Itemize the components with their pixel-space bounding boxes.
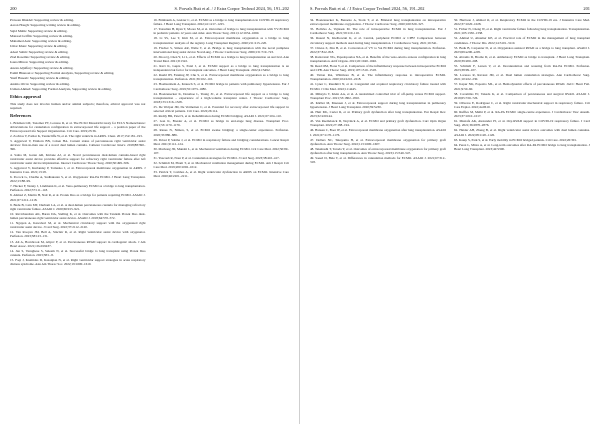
- right-page: [300, 0, 600, 424]
- reference-item: 62. Haider AH, Zheng B, et al. Right ventricular assist device outcomes with dual lumen cannulas. ASAIO J. 2022;68:1120–1126.: [454, 128, 590, 137]
- reference-item: 47. Dellers NC, Takayama H, et al. Extracorporeal membrane oxygenation for primary graft dysfunction. Ann Thorac Surg. 2022;113:1600–1607.: [310, 137, 446, 146]
- reference-item: 60. Ruffles M, Malhi P, et al. RA-PA ECMO: single-centre experience. J Cardiothorac Vasc Anesth. 2023;37:1010–1017.: [454, 110, 590, 119]
- contribution-line: Umar Khan: Supporting review & editing.: [10, 44, 68, 49]
- left-page-number: 200: [10, 6, 17, 11]
- reference-item: 13. Ali A, Hornbrook M, Aliyev F, et al. Percutaneous RVAD support in cardiogenic shock. J Am Heart Assoc. 2021;10:e019437.: [10, 239, 146, 248]
- reference-item: 4. Salna M, Garan AR, Kirtane AJ, et al. Novel percutaneous dual-lumen cannula-based right ventricular assist device provides effective support for refractory right ventricular failure after left ventricular assist device implantation. Interact Cardiovasc Thorac Surg. 2020;30:499–506.: [10, 152, 146, 165]
- reference-item: 35. Bolivka A, Vajtasek M. The role of intraoperative ECMO in lung transplantation. Eur J Cardiothorac Surg. 2021;59:110–116.: [310, 27, 446, 36]
- reference-item: 28. Ranes N, Nimon, S, et al. ECMO awake bridging: a single-center experience. Perfusion. 2020;35:880–886.: [153, 128, 289, 137]
- reference-item: 58. Coromilas EJ, Takeda K, et al. Comparison of percutaneous and surgical RVAD. ASAIO J. 2019;65:720–726.: [454, 91, 590, 100]
- reference-item: 17. Tatoulian H, Ryan T, Moore M, et al. Outcomes of bridge to lung transplantation with VV-ECMO in pediatric patients 12 years and older. Ann Thorac Surg. 2021;112:1654–1660.: [153, 27, 289, 36]
- contribution-line: Aaron Hough: Supporting writing review & editing.: [10, 23, 81, 28]
- reference-item: 16. Brinbaum A, Gretzer C, et al. ECMO as a bridge to lung transplantation in COVID-19 respiratory failure. J Heart Lung Transplant. 2022;41:1217–1225.: [153, 18, 289, 27]
- reference-item: 8. Ahmad Z, Martin H, Nair R, et al. Protek Duo as a bridge for patients requiring ECMO. ASAIO J. 2021;67:1212–1218.: [10, 193, 146, 202]
- right-page-header: [310, 6, 590, 14]
- reference-item: 64. Perez L, Mirza A, et al. Long-term outcomes after RA-PA ECMO bridge to lung transplantation. J Heart Lung Transplant. 2023;42:S300.: [454, 142, 590, 151]
- left-columns: [10, 18, 289, 267]
- left-running-title: S. Porvals Butt et al. / J Extra Corpor Technol 2024, 56, 191–202: [174, 6, 289, 11]
- reference-item: 43. Kärller M, Maessen J, et al. Extracorporeal support during lung transplantation in pulmonary hypertension. J Heart Lung Transplant. 2020;39:S230.: [310, 100, 446, 109]
- reference-item: 63. Kaurp S, Park S, et al. Early mobility in ECMO bridged patients. Crit Care. 2022;26:301.: [454, 137, 577, 142]
- reference-item: 12. Van Rooyen JM, Bell A, Sinclair R, et al. Right ventricular assist device with oxygenator. Perfusion. 2023;38:123–131.: [10, 230, 146, 239]
- reference-item: 41. Lyner C, Raudkivi N, et al. Congenital and acquired respiratory circulatory failure treated with ECMO. J Clin Med. 2022;11:4445.: [310, 82, 446, 91]
- author-contributions: [10, 18, 146, 91]
- reference-item: 56. Lorusso R, Ravaux JM, et al. Dual lumen cannulation strategies. Ann Cardiothorac Surg. 2021;10:222–230.: [454, 73, 590, 82]
- reference-list-left-col1: [10, 121, 146, 266]
- reference-item: 22. Ruehl JH, Fanning JP, Chu S, et al. Extracorporeal membrane oxygenation as a bridge to lung transplantation. Perfusion. 2021;36:102–110.: [153, 73, 289, 82]
- reference-item: 46. Hansen C, Boer JP, et al. Extracorporeal membrane oxygenation after lung transplantation. ASAIO J. 2021;67:1170–1176.: [310, 128, 446, 137]
- reference-item: 36. Ruszel N, Kiełbowski K, et al. Central, peripheral ECMO or CPB? Comparison between circulatory support methods used during lung transplantation. J Cardiothorac Surg. 2021;16:341.: [310, 36, 446, 45]
- reference-item: 10. Ravichandran AK, Baran DA, Stelling K, et al. Outcomes with the Tandem Protek Duo dual-lumen percutaneous right ventricular assist device. ASAIO J. 2018;64:570–572.: [10, 211, 146, 221]
- contribution-line: Praveen Dhaidel: Supporting review & editing.: [10, 18, 75, 22]
- reference-item: 30. Marhong JD, Munshi L, et al. Mechanical ventilation during ECMO. Crit Care Med. 2022;50:99–107.: [153, 146, 289, 155]
- right-column-1: [310, 18, 446, 165]
- contribution-line: Eamil Bhanoui a: Supporting Formal Analysis, Supporting review & editing.: [10, 70, 115, 75]
- reference-item: 55. Schmidt F, Larsen V, et al. Decannulation and weaning from RA-PA ECMO. Perfusion. 2023;38:99–107.: [454, 64, 590, 73]
- reference-item: 15. Faqi J, Kremidas D, Kazanjian N, et al. Right ventricular support strategies in acute respiratory distress syndrome. Ann Am Thorac Soc. 2022;19:1600–1610.: [10, 257, 146, 267]
- reference-item: 11. Nguyen A, Kawabori M, et al. Mechanical circulatory support with the oxygenated right ventricular assist device. J Card Surg. 2022;37:2112–2120.: [10, 221, 146, 230]
- reference-item: 48. Takahashi T, Terada Y, et al. Outcomes of extracorporeal membrane oxygenation for primary graft dysfunction after lung transplantation. Ann Thorac Surg. 2023;115:540–547.: [310, 146, 446, 155]
- right-column-2: [454, 18, 590, 165]
- reference-item: 45. Van Raemdonck D, Neyrinck A, et al. ECMO and primary graft dysfunction. Curr Opin Organ Transplant. 2022;27:188–194.: [310, 119, 446, 128]
- reference-item: 5. Aggarwal V, Kurlansky P, Tomasko J, et al. Extracorporeal membrane oxygenation in ARDS. J Intensive Care. 2021;13:18.: [10, 165, 146, 175]
- reference-item: 21. Ravi K, Gupta S, Patel J, et al. ECMO support as a bridge to lung transplantation is an independent risk factor for transplant outcomes. J Heart Lung Transplant. 2022;41:S492.: [153, 64, 289, 73]
- reference-item: 6. Pocock G, Chadha A, Sudhakaran S, et al. Oxygenator RA-PA ECMO. J Heart Lung Transplant. 2022;13:88–99.: [10, 175, 146, 184]
- contribution-line: Anshio Olvra: Supporting review & editing.: [10, 81, 70, 86]
- reference-item: 25. De Wolput JM, De Vermeiren C, et al. Potential for recovery after extracorporeal life support in selected critical patients. Crit Care. 2022;26:114.: [153, 104, 289, 114]
- reference-item: 37. Chiesa Z, Zhu B, et al. Conversion of VV to VA ECMO during lung transplantation. Perfusion. 2022;37:812–818.: [310, 45, 446, 54]
- reference-item: 19. Fischer S, Simon AR, Welte T, et al. Bridge to lung transplantation with the novel pumpless interventional lung assist device NovaLung. J Thorac Cardiovasc Surg. 2006;131:719–723.: [153, 45, 289, 54]
- reference-item: 57. Kapur NK, Esposito ML, et al. Hemodynamic effects of percutaneous RVAD. JACC Heart Fail. 2021;9:50–60.: [454, 82, 590, 91]
- reference-item: 44. Hutt ML, Carter R, et al. Primary graft dysfunction after lung transplantation. Eur Respir Rev. 2023;32:220144.: [310, 110, 446, 119]
- contribution-line: Mahamed Asis: Supporting review & editing.: [10, 39, 72, 44]
- reference-item: 14. Jan S, Varughese S, Saleem N, et al. Successful bridge to lung transplant using Protek Duo cannula. Perfusion. 2023;38:1–8.: [10, 248, 146, 257]
- reference-item: 7. Hecker F, Nenny J, Lindmann K, et al. Veno-pulmonary ECMO as a bridge to lung transplantation. Perfusion. 2022;37:111–118.: [10, 184, 146, 193]
- contribution-line: Sajid Malik: Supporting review & editing.: [10, 28, 68, 33]
- reference-item: 27. Gan K, Bresler A, et al. ECMO as bridge in end-stage lung disease. Transplant Proc. 2021;53:1170–1176.: [153, 119, 289, 128]
- contribution-line: Ziad Rosemis: Supporting review & editing.: [10, 55, 71, 60]
- reference-item: 31. Yaacoub R, Nour P, et al. Cannulation strategies for ECMO. J Card Surg. 2023;38:410–417.: [153, 156, 280, 161]
- reference-item: 54. Abrams D, Brodie D, et al. Ambulatory ECMO as bridge to transplant. J Heart Lung Transplant. 2020;39:200–208.: [454, 54, 590, 63]
- reference-item: 3. Aggarwal V, Einhorn BN, Cohen HA. Current status of percutaneous right ventricular assist devices: first-in-man use of a novel dual lumen cannula. Catheter Cardiovasc Interv. 2018;88:390–396.: [10, 139, 146, 152]
- left-column-2: [154, 18, 290, 267]
- reference-item: 49. Saeed D, Bale T, et al. Differences in cannulation methods for ECMO. ASAIO J. 2021;67:312–318.: [310, 156, 446, 165]
- reference-item: 29. Pelosi P, Sabiha J, et al. ECMO in respiratory failure and bridging considerations. Lancet Respir Med. 2021;9:112–124.: [153, 137, 289, 146]
- contribution-line: Mairead Griffin: Supporting review & editing.: [10, 33, 74, 38]
- left-column-1: [10, 18, 146, 267]
- reference-item: 34. Hoetzenecker K, Benazzo A, Stork T, et al. Bilateral lung transplantation on intraoperative extracorporeal membrane oxygenation. J Thorac Cardiovasc Surg. 2020;160:320–327.: [310, 18, 446, 27]
- reference-item: 51. Ficher N, Cheng W, et al. Right ventricular failure following lung transplantation. Transplantation. 2021;105:1330–1338.: [454, 27, 590, 36]
- ethics-heading: Ethics approval: [10, 94, 41, 100]
- right-running-title: S. Porvals Butt et al. / J Extra Corpor Technol 2024, 56, 191–202: [310, 6, 425, 11]
- references-heading: References: [10, 113, 32, 119]
- reference-item: 1. Brisman LM, Tonomer PT, Lorusso R, et al. The ELSO Maastricht treaty for ECLS Nomenclature: abbreviations for cannulation configuration in extracorporeal life support – a position paper of the Extracorporeal Life Support Organization. Crit Care. 2019;23:36.: [10, 120, 146, 134]
- reference-item: 39. Read OM, Fiona V, et al. Comparison of the inflammatory response between intraoperative ECMO and CPB. Ann Thorac Surg. 2019;107:1510–1518.: [310, 64, 446, 73]
- reference-item: 40. Vatton RA, Whitmore B, et al. The inflammatory response to intraoperative ECMO. Transplantation. 2020;104:2210–2218.: [310, 73, 446, 82]
- left-page-header: [10, 6, 289, 14]
- right-page-number: 201: [583, 6, 590, 11]
- reference-item: 38. Radovanic NG, Papadopoulos NA, et al. Benefits of the veno-arterio-venous configuration in lung transplantation. Artif Organs. 2021;45:1040–1046.: [310, 54, 446, 63]
- reference-item: 50. Harrison J, Ahmad O, et al. Respiratory ECMO in the COVID-19 era. J Intensive Care Med. 2022;37:1020–1028.: [454, 18, 590, 27]
- reference-item: 24. Hoetzenecker K, Donahoe L, Yeung JC, et al. Extracorporeal life support as a bridge to lung transplantation – experience of a high-volume transplant center. J Thorac Cardiovasc Surg. 2018;155:1316–1328.: [153, 91, 289, 104]
- contribution-line: Yusif Haseeb: Supporting review & editing.: [10, 76, 70, 81]
- reference-item: 53. Badu B, Carpenter D, et al. Oxygenator-assisted RVAD as a bridge to lung transplant. ASAIO J. 2023;69:e200–e205.: [454, 45, 590, 54]
- reference-item: 52. Ahmad U, Alnamer KE, et al. Practical role of ECMO in the management of lung transplant candidates. J Thorac Dis. 2022;14:3101–3110.: [454, 36, 590, 45]
- reference-item: 2. Zochios V, Parhar K, Tunnicliffe W, et al. The right ventricle in ARDS. Chest. 2017;152:181–193.: [10, 134, 143, 139]
- right-columns: [310, 18, 590, 165]
- contribution-line: Usman Ahmed: Supporting Formal Analysis, Supporting review & editing.: [10, 86, 112, 91]
- reference-item: 59. Oliveros E, Rodriguez C, et al. Right ventricular mechanical support in respiratory failure. Crit Care Explor. 2022;4:e0610.: [454, 100, 590, 109]
- reference-item: 33. Patrick T, Combes A, et al. Right ventricular dysfunction in ARDS on ECMO. Intensive Care Med. 2020;46:2201–2211.: [153, 170, 289, 179]
- contribution-line: Adeel Salim: Supporting review & editing.: [10, 49, 69, 54]
- reference-item: 23. Hoeltzenbein A, Krausch S, et al. ECMO bridge in patients with pulmonary hypertension. Eur J Cardiothorac Surg. 2019;55:1073–1080.: [153, 82, 289, 91]
- reference-item: 9. Badu B, Cain MT, Durham LA, et al. A dual-lumen percutaneous cannula for managing refractory right ventricular failure. ASAIO J. 2020;66:915–921.: [10, 202, 146, 211]
- reference-item: 61. Mustafa AK, Alexander PJ, et al. Oxy-RVAD support in COVID-19 respiratory failure. J Card Surg. 2021;36:2870–2876.: [454, 119, 590, 128]
- reference-item: 20. Zhou Q, Chen Y, Li L, et al. Effects of ECMO as a bridge to lung transplantation on survival. Ann Transl Med. 2021;9:1322.: [153, 54, 289, 63]
- reference-item: 18. Li SS, Lee T, Kim M, et al. Extracorporeal membrane oxygenation as a bridge to lung transplantation: analysis of the registry. Lung Transplant Registry. 2020;211:213–220.: [153, 36, 289, 45]
- ethics-text: This study does not involve human and/or animal subjects; therefore, ethical approval was not required.: [10, 101, 146, 110]
- reference-item: 32. Schmidt M, Pham T, et al. Mechanical ventilation management during ECMO. Am J Respir Crit Care Med. 2019;200:1002–1012.: [153, 161, 289, 170]
- contribution-line: Anzan Aljaffery: Supporting review & editing.: [10, 65, 74, 70]
- contribution-line: Ioana Mitrea: Supporting review & editing.: [10, 60, 69, 65]
- reference-item: 42. Mihaylo T, Klein AA, et al. A randomized controlled trial of off-pump versus ECMO support. Transplant Proc. 2021;53:1802–1810.: [310, 91, 446, 100]
- reference-item: 26. Reddy BR, Patel S, et al. Rehabilitation during ECMO bridging. ASAIO J. 2021;67:104–110.: [153, 114, 282, 119]
